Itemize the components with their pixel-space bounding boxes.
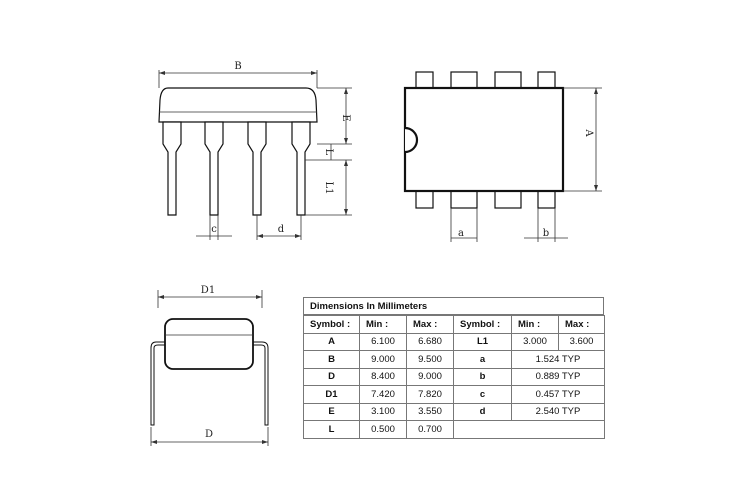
cell-typ: 2.540 TYP <box>512 403 605 421</box>
table-row <box>304 351 605 369</box>
end-lead-right <box>253 342 268 425</box>
label-d1: D1 <box>200 285 216 296</box>
cell-symbol: d <box>454 403 512 421</box>
cell-min: 6.100 <box>360 333 407 351</box>
cell-symbol: D <box>304 368 360 386</box>
label-b: B <box>234 61 242 72</box>
top-body <box>405 88 563 191</box>
cell-max: 7.820 <box>407 386 454 404</box>
table-row <box>304 403 605 421</box>
header-max-1: Max : <box>407 316 454 334</box>
label-c: c <box>211 224 217 235</box>
header-min-2: Min : <box>512 316 559 334</box>
cell-empty <box>454 421 605 439</box>
cell-typ: 1.524 TYP <box>512 351 605 369</box>
table-title: Dimensions In Millimeters <box>303 297 604 315</box>
table-row <box>304 368 605 386</box>
cell-max: 0.700 <box>407 421 454 439</box>
header-symbol-2: Symbol : <box>454 316 512 334</box>
cell-symbol: D1 <box>304 386 360 404</box>
table-row <box>304 421 605 439</box>
end-body <box>165 319 253 369</box>
package-body <box>159 88 317 122</box>
cell-symbol: A <box>304 333 360 351</box>
label-d: d <box>277 224 285 235</box>
end-lead-left <box>151 342 165 425</box>
table-row <box>304 386 605 404</box>
cell-max: 3.600 <box>559 333 605 351</box>
table-row <box>304 333 605 351</box>
end-view <box>151 285 268 446</box>
label-b-lower: b <box>542 228 550 239</box>
label-a-lower: a <box>458 228 464 239</box>
header-min-1: Min : <box>360 316 407 334</box>
cell-min: 8.400 <box>360 368 407 386</box>
side-leads <box>163 122 310 215</box>
cell-symbol: b <box>454 368 512 386</box>
cell-min: 9.000 <box>360 351 407 369</box>
table-header-row <box>304 316 605 334</box>
label-l: L <box>323 148 334 156</box>
cell-symbol: a <box>454 351 512 369</box>
cell-min: 7.420 <box>360 386 407 404</box>
cell-symbol: c <box>454 386 512 404</box>
dimensions-table <box>303 315 605 439</box>
cell-typ: 0.889 TYP <box>512 368 605 386</box>
cell-max: 3.550 <box>407 403 454 421</box>
cell-min: 0.500 <box>360 421 407 439</box>
label-e: E <box>340 114 351 122</box>
cell-symbol: L <box>304 421 360 439</box>
cell-max: 9.000 <box>407 368 454 386</box>
cell-max: 6.680 <box>407 333 454 351</box>
label-l1: L1 <box>323 181 334 195</box>
cell-symbol: E <box>304 403 360 421</box>
cell-min: 3.000 <box>512 333 559 351</box>
cell-max: 9.500 <box>407 351 454 369</box>
top-view <box>405 72 602 242</box>
cell-typ: 0.457 TYP <box>512 386 605 404</box>
cell-symbol: L1 <box>454 333 512 351</box>
cell-symbol: B <box>304 351 360 369</box>
label-a-upper: A <box>583 129 594 137</box>
label-d-end: D <box>204 429 214 440</box>
side-view <box>159 61 352 240</box>
cell-min: 3.100 <box>360 403 407 421</box>
header-symbol-1: Symbol : <box>304 316 360 334</box>
header-max-2: Max : <box>559 316 605 334</box>
